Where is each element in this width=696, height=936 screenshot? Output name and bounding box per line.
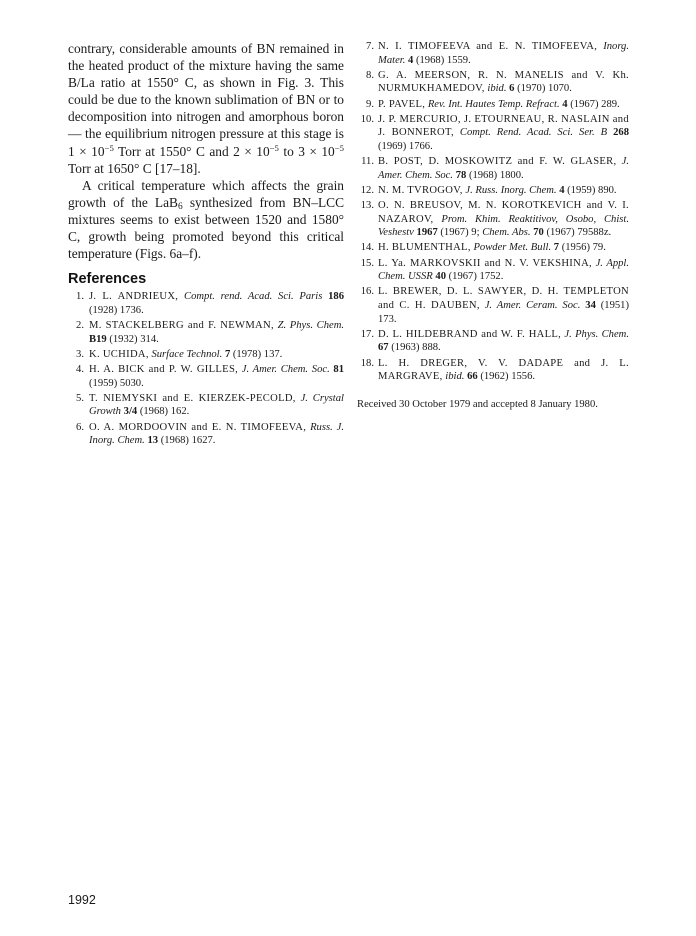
reference-details: (1968) 162. [139, 406, 190, 418]
reference-authors: G. A. MEERSON, R. N. MANELIS and V. Kh. NURMUKHAMEDOV, [378, 69, 629, 95]
reference-journal: Surface Technol. [151, 348, 223, 360]
reference-journal: J. Crystal Growth [89, 392, 344, 418]
reference-item [68, 421, 344, 448]
reference-number: 12. [360, 184, 374, 196]
reference-list-left [68, 290, 344, 448]
reference-volume: 4 [562, 98, 568, 110]
reference-number: 7. [366, 41, 374, 52]
reference-item [357, 40, 629, 67]
p1-text: contrary, considerable amounts of BN remained in the heated product of the mixture having the same B/La ratio at 1550° C, as shown in Fig. 3. This could be due to the known sublimation of BN or to decomposition into nitrogen and amorphous boron — the equilibrium nitrogen pressure at this stage is $1 \times 10^{-5}$ Torr at 1550° C and $2 \times 10^{-5}$ to $3 \times 10^{-5}$ Torr at 1650° C [17–18]. [68, 41, 344, 176]
reference-journal: ibid. [445, 371, 465, 383]
reference-details: (1969) 1766. [378, 140, 433, 152]
reference-volume: 7 [224, 348, 231, 360]
reference-item [357, 357, 629, 384]
reference-volume: 81 [333, 363, 344, 375]
reference-number: 13. [360, 200, 374, 212]
reference-details: (1928) 1736. [89, 304, 144, 316]
reference-authors: J. L. ANDRIEUX, [89, 291, 179, 303]
reference-authors: N. M. TVROGOV, [378, 184, 463, 196]
reference-authors: J. P. MERCURIO, J. ETOURNEAU, R. NASLAIN and J. BONNEROT, [378, 113, 629, 139]
reference-volume: 3/4 [123, 406, 138, 418]
reference-item [357, 241, 629, 255]
reference-volume: 4 [559, 184, 565, 196]
reference-number: 5. [76, 392, 84, 404]
reference-journal: Compt. Rend. Acad. Sci. Ser. B [459, 127, 608, 139]
reference-item [357, 257, 629, 284]
reference-number: 8. [366, 69, 374, 81]
left-column [68, 40, 344, 449]
reference-journal: Z. Phys. Chem. [277, 320, 344, 331]
reference-authors: H. A. BICK and P. W. GILLES, [89, 363, 239, 375]
reference-number: 9. [366, 98, 374, 110]
reference-journal: J. Amer. Chem. Soc. [241, 363, 330, 375]
reference-item [357, 69, 629, 96]
reference-volume: B19 [89, 333, 107, 345]
reference-number: 11. [361, 156, 374, 168]
reference-authors: O. A. MORDOOVIN and E. N. TIMOFEEVA, [89, 421, 307, 433]
reference-journal: J. Amer. Ceram. Soc. [484, 300, 581, 312]
reference-journal: Prom. Khim. Reaktitivov, Osobo, Chist. Veshestv [378, 213, 629, 239]
reference-item [357, 328, 629, 355]
reference-journal: Inorg. Mater. [378, 41, 629, 66]
reference-number: 10. [360, 113, 374, 125]
p2-text: A critical temperature which affects the grain growth of the LaB$_6$ synthesized from BN–LCC mixtures seems to exist between 1520 and 1580° C, growth being promoted beyond this critical temperature (Figs. 6a–f). [68, 177, 344, 262]
reference-journal: Compt. rend. Acad. Sci. Paris [184, 291, 323, 303]
reference-number: 17. [360, 328, 374, 340]
reference-authors: K. UCHIDA, [89, 348, 149, 360]
reference-details: (1967) 289. [570, 98, 620, 110]
reference-item [68, 319, 344, 346]
reference-details: (1968) 1559. [415, 54, 471, 66]
reference-details: (1967) 79588z. [546, 227, 612, 239]
reference-volume: 6 [509, 83, 515, 95]
reference-volume: 13 [147, 435, 159, 447]
reference-item [68, 348, 344, 362]
reference-details: (1932) 314. [109, 333, 159, 345]
reference-authors: L. H. DREGER, V. V. DADAPE and J. L. MARGRAVE, [378, 357, 629, 383]
reference-volume: 78 [455, 169, 467, 181]
reference-journal: J. Amer. Chem. Soc. [378, 156, 629, 181]
reference-authors: M. STACKELBERG and F. NEWMAN, [89, 320, 274, 331]
reference-details: (1978) 137. [232, 348, 283, 360]
reference-journal: Chem. Abs. [482, 227, 531, 239]
reference-number: 6. [76, 421, 84, 433]
reference-authors: D. L. HILDEBRAND and W. F. HALL, [378, 328, 562, 340]
reference-journal: ibid. [487, 83, 507, 95]
reference-volume: 4 [408, 54, 414, 66]
reference-volume: 268 [613, 127, 629, 139]
reference-volume: 186 [328, 291, 344, 303]
reference-details: (1959) 5030. [89, 377, 144, 389]
reference-number: 18. [360, 357, 374, 369]
reference-journal: Powder Met. Bull. [473, 242, 552, 254]
reference-item [357, 98, 629, 112]
reference-details: (1968) 1800. [468, 169, 524, 181]
reference-item [68, 363, 344, 390]
reference-volume: 7 [553, 242, 560, 254]
reference-item [357, 285, 629, 326]
reference-details: (1959) 890. [567, 184, 617, 196]
reference-details: (1951) 173. [378, 300, 630, 325]
reference-authors: H. BLUMENTHAL, [378, 242, 471, 254]
reference-journal: J. Russ. Inorg. Chem. [465, 184, 557, 196]
reference-volume: 34 [585, 300, 596, 312]
reference-number: 15. [360, 257, 374, 269]
reference-details: (1962) 1556. [480, 371, 536, 383]
reference-journal: Russ. J. Inorg. Chem. [89, 421, 344, 447]
reference-details: (1967) 1752. [448, 271, 504, 283]
body-paragraph-1 [68, 40, 344, 177]
page-number: 1992 [68, 893, 96, 907]
reference-details: (1967) 9; [440, 227, 480, 239]
reference-authors: T. NIEMYSKI and E. KIERZEK-PECOLD, [89, 392, 296, 404]
reference-item [68, 290, 344, 317]
reference-item [357, 199, 629, 240]
reference-volume: 40 [435, 271, 446, 283]
right-column [357, 40, 629, 411]
reference-volume: 70 [533, 227, 544, 239]
reference-authors: N. I. TIMOFEEVA and E. N. TIMOFEEVA, [378, 41, 598, 52]
reference-item [68, 392, 344, 419]
reference-volume: 67 [378, 342, 389, 354]
reference-number: 14. [360, 242, 374, 254]
reference-details: (1956) 79. [561, 242, 606, 254]
reference-volume: 66 [467, 371, 478, 383]
reference-number: 3. [76, 348, 84, 360]
reference-number: 1. [76, 291, 84, 303]
reference-journal: Rev. Int. Hautes Temp. Refract. [427, 98, 560, 110]
reference-journal: J. Appl. Chem. USSR [378, 257, 630, 283]
reference-authors: O. N. BREUSOV, M. N. KOROTKEVICH and V. I. NAZAROV, [378, 200, 629, 225]
reference-details: (1968) 1627. [160, 435, 216, 447]
body-paragraph-2 [68, 177, 344, 262]
reference-number: 16. [360, 286, 374, 298]
reference-authors: P. PAVEL, [378, 98, 426, 110]
reference-list-right [357, 40, 629, 384]
references-heading: References [68, 271, 147, 288]
reference-item [357, 184, 629, 198]
reference-item [357, 155, 629, 182]
reference-details: (1970) 1070. [517, 83, 572, 95]
reference-authors: L. BREWER, D. L. SAWYER, D. H. TEMPLETON and C. H. DAUBEN, [378, 286, 629, 312]
reference-authors: L. Ya. MARKOVSKII and N. V. VEKSHINA, [378, 257, 592, 269]
reference-number: 4. [76, 363, 84, 375]
reference-item [357, 113, 629, 154]
reference-authors: B. POST, D. MOSKOWITZ and F. W. GLASER, [378, 156, 617, 168]
reference-volume: 1967 [416, 227, 438, 239]
received-note: Received 30 October 1979 and accepted 8 January 1980. [357, 398, 598, 410]
reference-journal: J. Phys. Chem. [564, 328, 629, 340]
reference-number: 2. [76, 320, 84, 331]
reference-details: (1963) 888. [391, 342, 441, 354]
